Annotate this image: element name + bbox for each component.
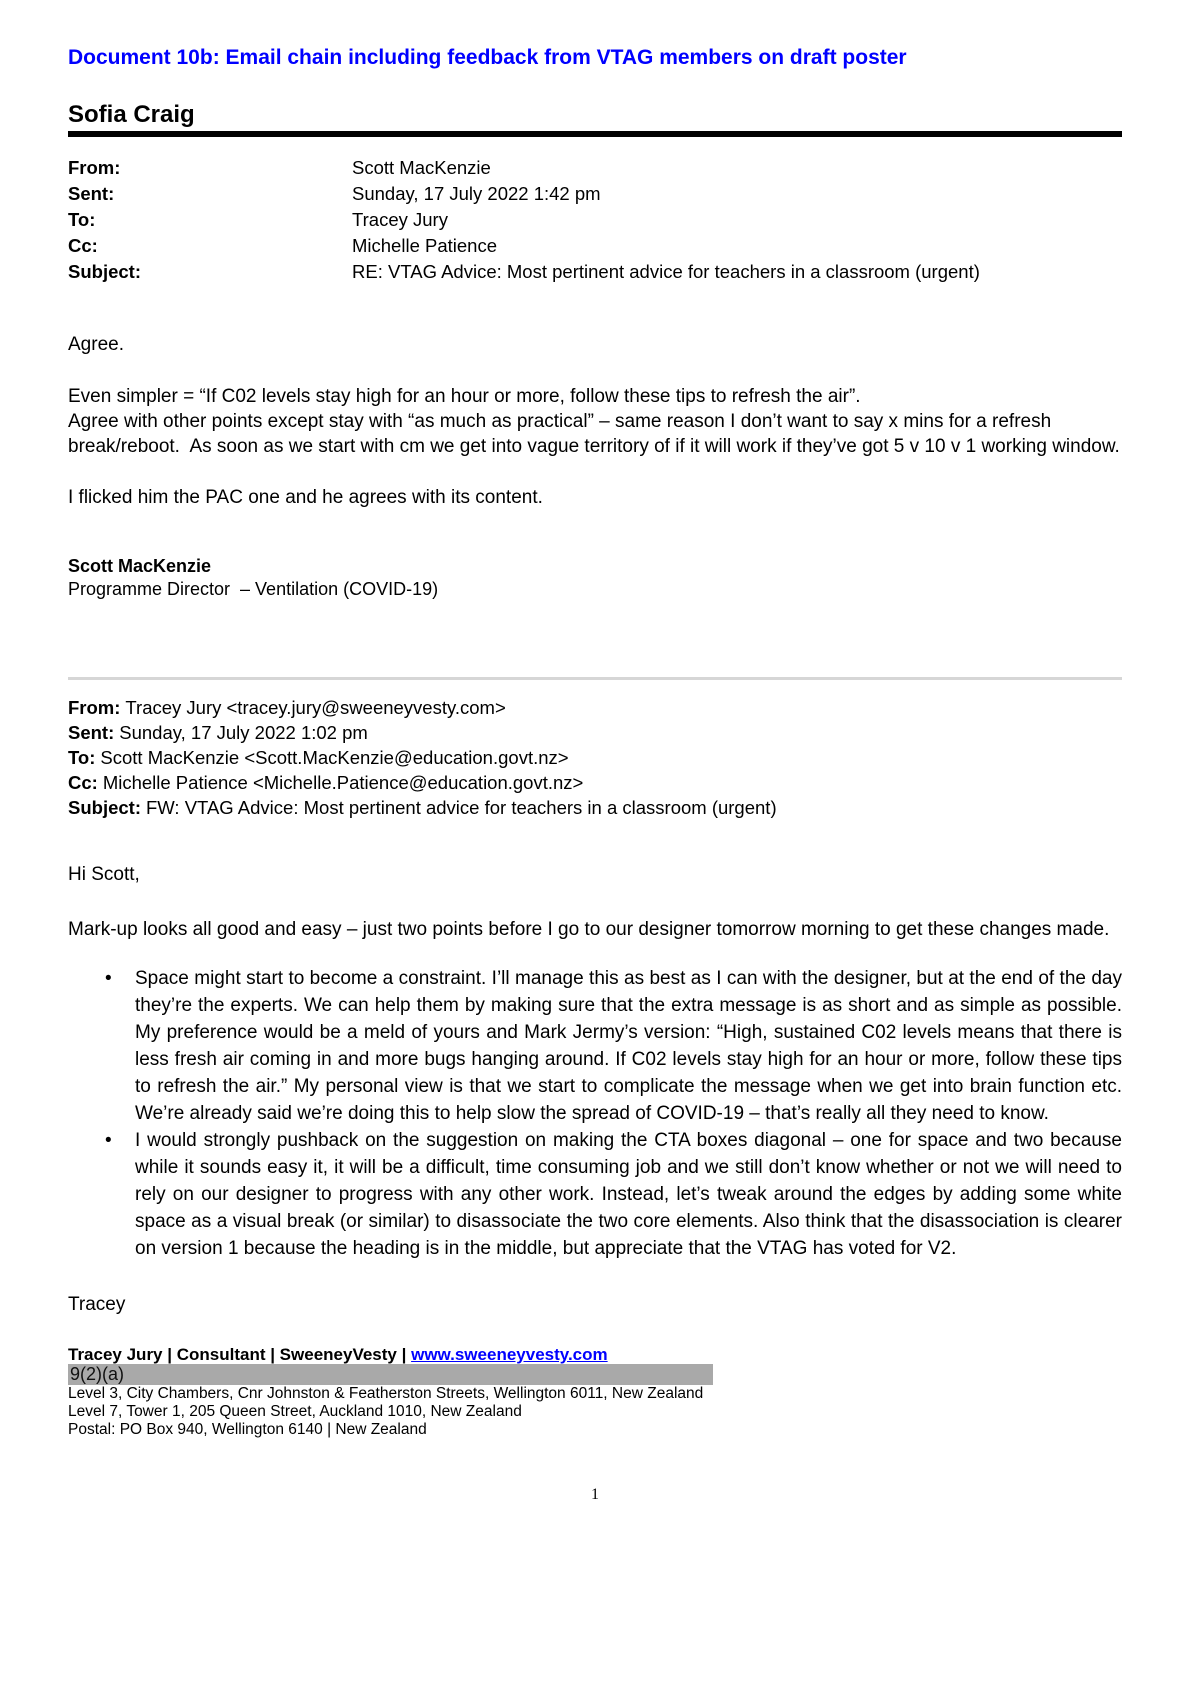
header-label-cc: Cc: bbox=[68, 772, 98, 793]
address-line: Level 7, Tower 1, 205 Queen Street, Auckland 1010, New Zealand bbox=[68, 1403, 522, 1420]
redaction-label: 9(2)(a) bbox=[70, 1364, 125, 1384]
header-value-from: Tracey Jury <tracey.jury@sweeneyvesty.com> bbox=[125, 697, 506, 718]
header-label-sent: Sent: bbox=[68, 183, 115, 204]
document-title: Document 10b: Email chain including feedback from VTAG members on draft poster bbox=[68, 46, 907, 69]
header-value-to: Scott MacKenzie <Scott.MacKenzie@education.govt.nz> bbox=[100, 747, 569, 768]
intro-paragraph: Mark-up looks all good and easy – just two points before I go to our designer tomorrow morning to get these changes made. bbox=[68, 919, 1110, 940]
email2-body bbox=[68, 862, 1122, 1317]
bullet-icon: • bbox=[105, 1130, 112, 1151]
body-paragraph: Agree with other points except stay with “as much as practical” – same reason I don’t want to say x mins for a refresh break/reboot. As soon as we start with cm we get into vague territory of if it will work if they’ve got 5 v 10 v 1 working window. bbox=[68, 411, 1120, 457]
header-row bbox=[68, 233, 1122, 259]
heading-rule bbox=[68, 131, 1122, 137]
header-value-from: Scott MacKenzie bbox=[352, 157, 491, 178]
header-row bbox=[68, 720, 1122, 745]
header-value-cc: Michelle Patience <Michelle.Patience@education.govt.nz> bbox=[102, 772, 584, 793]
email1-header bbox=[68, 155, 1122, 285]
header-row bbox=[68, 770, 1122, 795]
header-value-sent: Sunday, 17 July 2022 1:02 pm bbox=[119, 722, 368, 743]
header-label-from: From: bbox=[68, 697, 121, 718]
bullet-text: Space might start to become a constraint. I’ll manage this as best as I can with the designer, but at the end of the day they’re the experts. We can help them by making sure that the extra message is as short and as simple as possible. My preference would be a meld of yours and Mark Jermy’s version: “High, sustained C02 levels means that there is less fresh air coming in and more bugs hanging around. If C02 levels stay high for an hour or more, follow these tips to refresh the air.” My personal view is that we start to complicate the message when we get into brain function etc. We’re already said we’re doing this to help slow the spread of COVID-19 – that’s really all they need to know. bbox=[135, 968, 1122, 1124]
signature-name: Scott MacKenzie bbox=[68, 556, 212, 576]
email-divider bbox=[68, 677, 1122, 680]
page-number: 1 bbox=[591, 1486, 599, 1503]
header-label-cc: Cc: bbox=[68, 235, 98, 256]
header-row bbox=[68, 745, 1122, 770]
address-line: Level 3, City Chambers, Cnr Johnston & Featherston Streets, Wellington 6011, New Zealand bbox=[68, 1385, 704, 1402]
email2-signature bbox=[68, 1345, 1122, 1439]
address-line: Postal: PO Box 940, Wellington 6140 | New Zealand bbox=[68, 1421, 427, 1438]
bullet-list bbox=[68, 965, 1122, 1262]
email2-header bbox=[68, 695, 1122, 820]
header-value-cc: Michelle Patience bbox=[352, 235, 497, 256]
bullet-text: I would strongly pushback on the suggestion on making the CTA boxes diagonal – one for space and two because while it sounds easy it, it will be a difficult, time consuming job and we still don’t know whether or not we will need to rely on our designer to progress with any other work. Instead, let’s tweak around the edges by adding some white space as a visual break (or similar) to disassociate the two core elements. Also think that the disassociation is clearer on version 1 because the heading is in the middle, but appreciate that the VTAG has voted for V2. bbox=[135, 1130, 1122, 1259]
redaction-bar bbox=[68, 1364, 713, 1385]
closing-name: Tracey bbox=[68, 1294, 126, 1315]
header-value-subject: FW: VTAG Advice: Most pertinent advice for teachers in a classroom (urgent) bbox=[145, 797, 777, 818]
body-paragraph: Agree. bbox=[68, 334, 124, 355]
sweeneyvesty-link[interactable]: www.sweeneyvesty.com bbox=[411, 1345, 608, 1364]
header-row bbox=[68, 795, 1122, 820]
body-paragraph: I flicked him the PAC one and he agrees with its content. bbox=[68, 487, 543, 508]
author-heading: Sofia Craig bbox=[68, 101, 195, 128]
greeting: Hi Scott, bbox=[68, 864, 140, 885]
header-row bbox=[68, 181, 1122, 207]
header-row bbox=[68, 155, 1122, 181]
header-value-sent: Sunday, 17 July 2022 1:42 pm bbox=[352, 183, 601, 204]
header-value-subject: RE: VTAG Advice: Most pertinent advice for teachers in a classroom (urgent) bbox=[352, 261, 980, 282]
header-label-to: To: bbox=[68, 209, 96, 230]
header-row bbox=[68, 695, 1122, 720]
signature-title: Programme Director – Ventilation (COVID-19) bbox=[68, 579, 439, 599]
header-label-subject: Subject: bbox=[68, 797, 141, 818]
signature-text: Tracey Jury | Consultant | SweeneyVesty | bbox=[68, 1345, 412, 1364]
body-paragraph: Even simpler = “If C02 levels stay high for an hour or more, follow these tips to refresh the air”. bbox=[68, 386, 861, 407]
email1-body bbox=[68, 332, 1122, 510]
bullet-icon: • bbox=[105, 968, 112, 989]
header-label-subject: Subject: bbox=[68, 261, 141, 282]
signature-line bbox=[68, 1345, 1122, 1364]
bullet-item bbox=[68, 965, 1122, 1127]
bullet-item bbox=[68, 1127, 1122, 1262]
header-label-to: To: bbox=[68, 747, 96, 768]
header-label-from: From: bbox=[68, 157, 121, 178]
header-row bbox=[68, 259, 1122, 285]
header-value-to: Tracey Jury bbox=[352, 209, 448, 230]
header-row bbox=[68, 207, 1122, 233]
email1-signature bbox=[68, 555, 1122, 601]
header-label-sent: Sent: bbox=[68, 722, 115, 743]
